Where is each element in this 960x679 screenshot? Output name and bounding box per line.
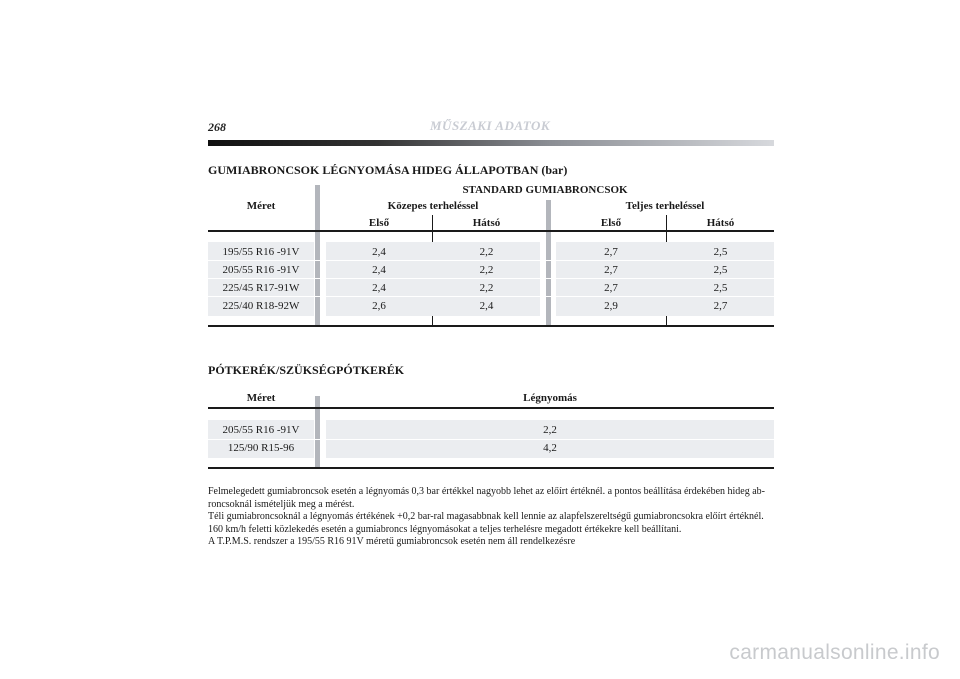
watermark: carmanualsonline.info xyxy=(729,641,940,664)
full-front-header: Első xyxy=(600,217,622,229)
table2-pressure-header: Légnyomás xyxy=(523,392,577,404)
table2-bottom-rule xyxy=(208,467,774,469)
note-paragraph: Téli gumiabroncsoknál a légnyomás értékének +0,2 bar-ral magasabbnak kell lennie az alapfelszereltségű gumiabroncsokra előírt értéknél. xyxy=(208,511,764,523)
tire-size: 225/40 R18-92W xyxy=(222,300,300,312)
table1-title: GUMIABRONCSOK LÉGNYOMÁSA HIDEG ÁLLAPOTBAN (bar) xyxy=(208,163,568,177)
table1-top-rule xyxy=(208,230,774,232)
medium-front-header: Első xyxy=(368,217,390,229)
notes-block xyxy=(208,486,774,549)
note-paragraph: A T.P.M.S. rendszer a 195/55 R16 91V méretű gumiabroncsok esetén nem áll rendelkezésre xyxy=(208,536,576,548)
table2-top-rule xyxy=(208,407,774,409)
full-rear-header: Hátsó xyxy=(706,217,735,229)
full-front-value: 2,9 xyxy=(604,300,618,312)
note-paragraph: 160 km/h feletti közlekedés esetén a gumiabroncs légnyomásokat a teljes terhelésre megadott értékekre kell beállítani. xyxy=(208,523,682,535)
full-rear-value: 2,5 xyxy=(713,246,728,258)
spare-tire-pressure: 2,2 xyxy=(543,424,557,436)
medium-front-value: 2,6 xyxy=(372,300,386,312)
medium-front-value: 2,4 xyxy=(372,264,386,276)
page-number: 268 xyxy=(208,120,226,134)
full-rear-value: 2,5 xyxy=(713,282,728,294)
table1-divider-bar-1 xyxy=(315,185,320,327)
table1-divider-bar-2 xyxy=(546,200,551,327)
medium-load-header: Közepes terheléssel xyxy=(387,200,479,212)
page-header-title: MŰSZAKI ADATOK xyxy=(430,118,551,133)
medium-rear-value: 2,2 xyxy=(479,264,494,276)
medium-rear-value: 2,2 xyxy=(479,246,494,258)
medium-rear-value: 2,4 xyxy=(479,300,494,312)
medium-front-value: 2,4 xyxy=(372,282,386,294)
note-paragraph: Felmelegedett gumiabroncsok esetén a légnyomás 0,3 bar értékkel nagyobb lehet az előírt értéknél. a pontos beállítása érdekében hideg ab- roncsoknál ismételjük meg a mérést. xyxy=(208,486,766,510)
table1-size-header: Méret xyxy=(246,200,276,212)
tire-size: 195/55 R16 -91V xyxy=(222,246,300,258)
medium-rear-header: Hátsó xyxy=(472,217,501,229)
table2-title: PÓTKERÉK/SZÜKSÉGPÓTKERÉK xyxy=(208,363,405,377)
header-rule xyxy=(208,140,774,146)
table1-group-header: STANDARD GUMIABRONCSOK xyxy=(462,184,628,196)
medium-rear-value: 2,2 xyxy=(479,282,494,294)
spare-tire-size: 125/90 R15-96 xyxy=(227,442,295,454)
full-front-value: 2,7 xyxy=(604,246,618,258)
full-rear-value: 2,7 xyxy=(713,300,728,312)
medium-front-value: 2,4 xyxy=(372,246,386,258)
full-front-value: 2,7 xyxy=(604,264,618,276)
table1-bottom-rule xyxy=(208,325,774,327)
table2-size-header: Méret xyxy=(246,392,276,404)
full-load-header: Teljes terheléssel xyxy=(625,200,705,212)
tire-size: 225/45 R17-91W xyxy=(222,282,300,294)
tire-size: 205/55 R16 -91V xyxy=(222,264,300,276)
spare-tire-pressure: 4,2 xyxy=(543,442,557,454)
full-front-value: 2,7 xyxy=(604,282,618,294)
full-rear-value: 2,5 xyxy=(713,264,728,276)
spare-tire-size: 205/55 R16 -91V xyxy=(222,424,300,436)
